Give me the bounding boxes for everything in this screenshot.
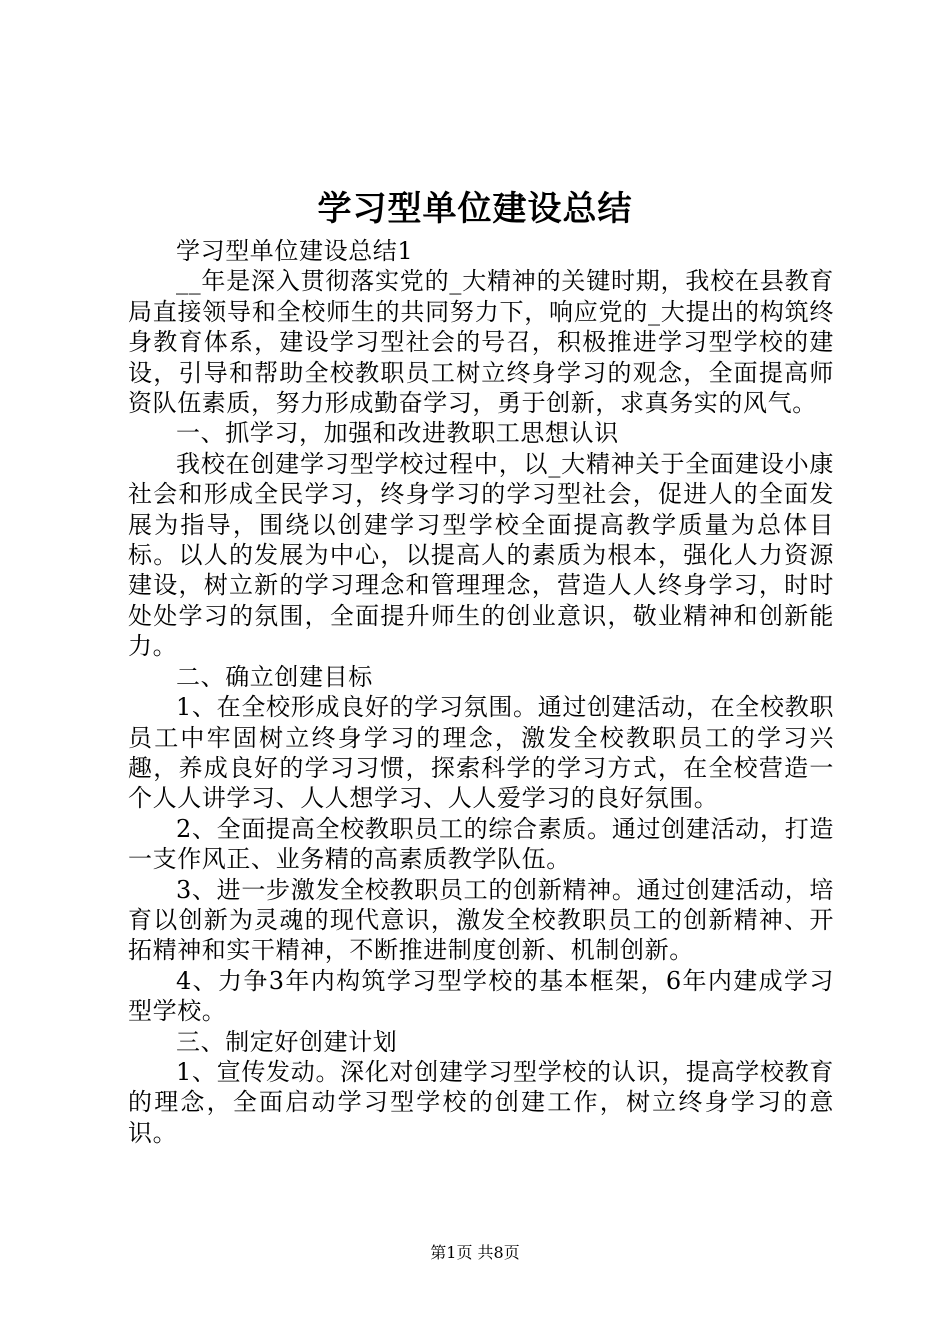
paragraph: 1、宣传发动。深化对创建学习型学校的认识，提高学校教育的理念，全面启动学习型学校的创建工作，树立终身学习的意识。 (128, 1057, 834, 1147)
page-footer: 第1页 共8页 (430, 1243, 520, 1262)
section-heading: 二、确立创建目标 (176, 662, 373, 691)
paragraph: 4、力争3年内构筑学习型学校的基本框架，6年内建成学习型学校。 (128, 966, 834, 1026)
paragraph: 1、在全校形成良好的学习氛围。通过创建活动，在全校教职员工中牢固树立终身学习的理念，激发全校教职员工的学习兴趣，养成良好的学习习惯，探索科学的学习方式，在全校营造一个人人讲学习、人人想学习、人人爱学习的良好氛围。 (128, 693, 834, 813)
document-body (128, 236, 834, 1148)
section-heading: 一、抓学习，加强和改进教职工思想认识 (176, 419, 619, 448)
paragraph: 3、进一步激发全校教职员工的创新精神。通过创建活动，培育以创新为灵魂的现代意识，激发全校教职员工的创新精神、开拓精神和实干精神，不断推进制度创新、机制创新。 (128, 875, 834, 965)
paragraph: 2、全面提高全校教职员工的综合素质。通过创建活动，打造一支作风正、业务精的高素质教学队伍。 (128, 814, 834, 874)
document-title: 学习型单位建设总结 (317, 189, 633, 229)
paragraph: 学习型单位建设总结1 (176, 237, 414, 265)
paragraph: __年是深入贯彻落实党的_大精神的关键时期，我校在县教育局直接领导和全校师生的共同努力下，响应党的_大提出的构筑终身教育体系，建设学习型社会的号召，积极推进学习型学校的建设，引导和帮助全校教职员工树立终身学习的观念，全面提高师资队伍素质，努力形成勤奋学习，勇于创新，求真务实的风气。 (128, 267, 834, 418)
section-heading: 三、制定好创建计划 (176, 1027, 398, 1056)
paragraph: 我校在创建学习型学校过程中，以_大精神关于全面建设小康社会和形成全民学习，终身学习的学习型社会，促进人的全面发展为指导，围绕以创建学习型学校全面提高教学质量为总体目标。以人的发展为中心，以提高人的素质为根本，强化人力资源建设，树立新的学习理念和管理理念，营造人人终身学习，时时处处学习的氛围，全面提升师生的创业意识，敬业精神和创新能力。 (128, 449, 834, 661)
